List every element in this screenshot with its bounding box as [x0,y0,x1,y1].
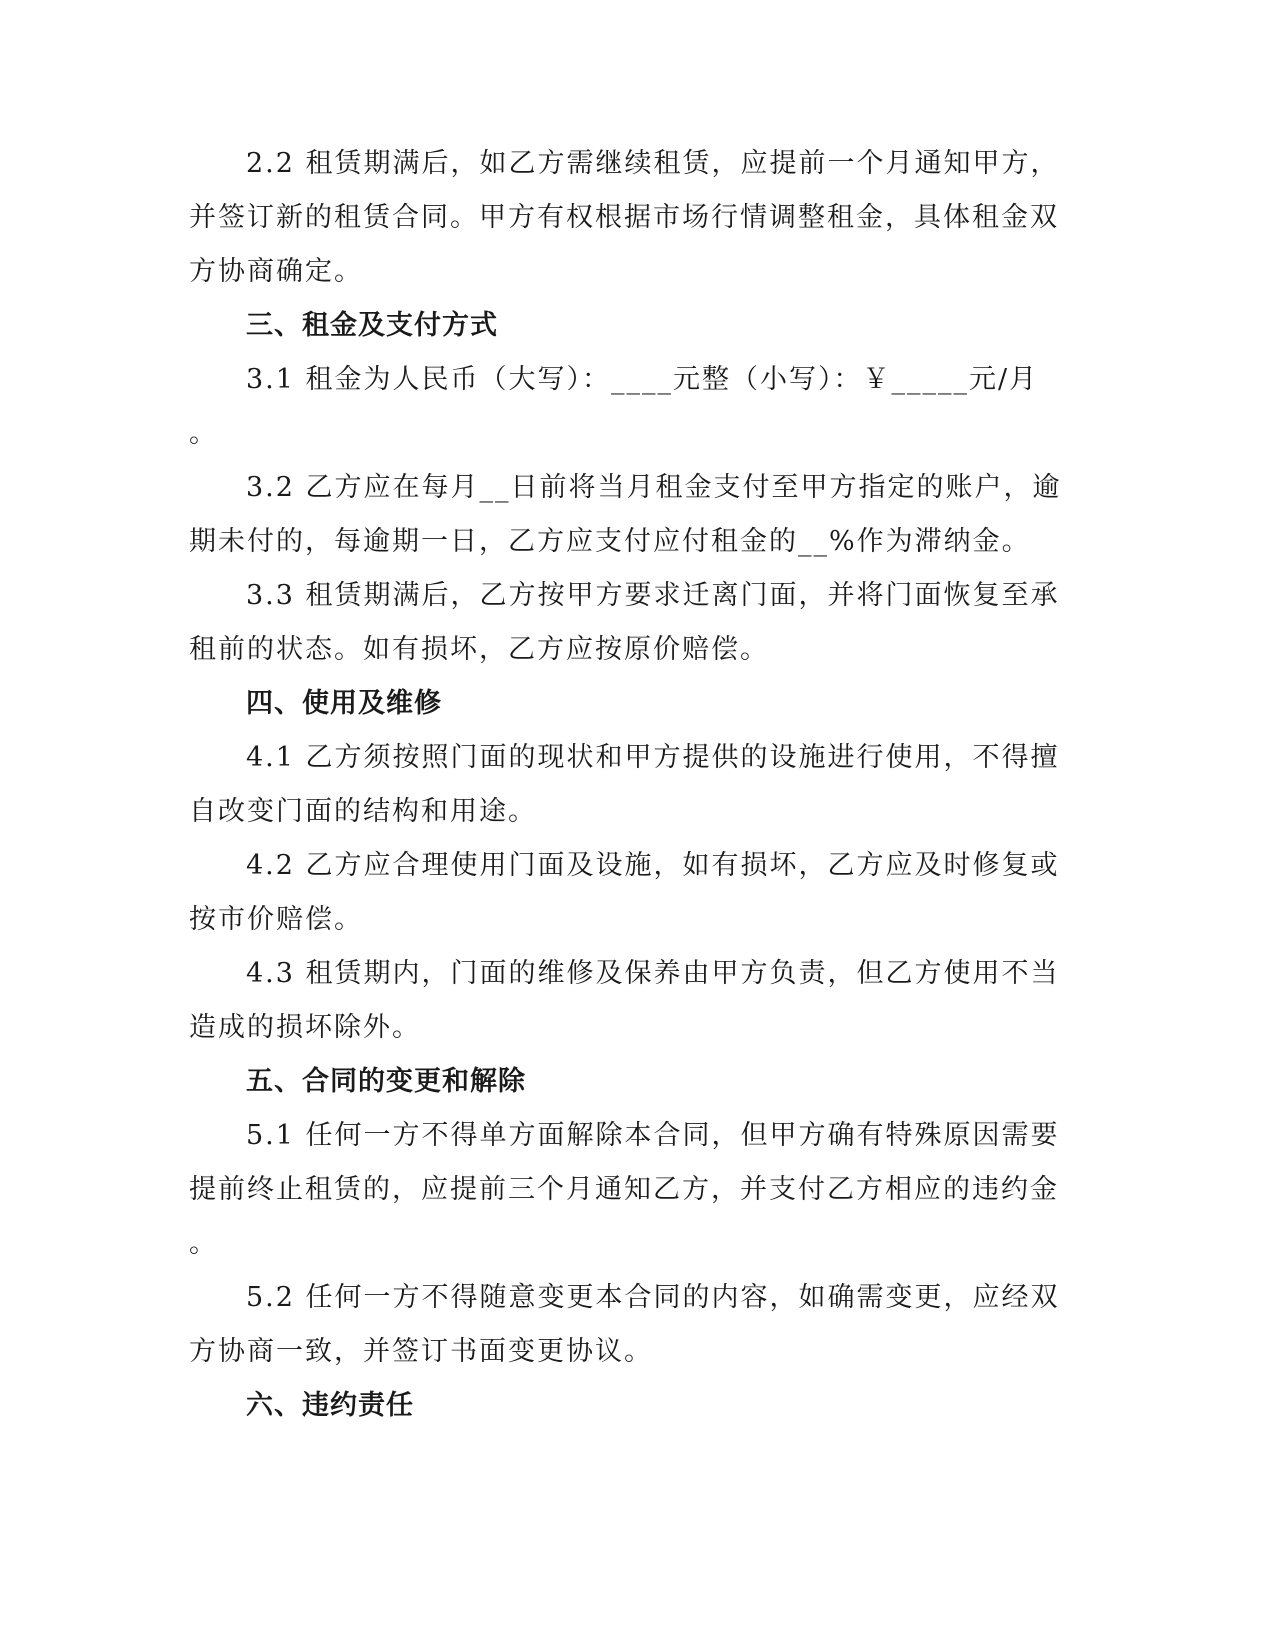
clause-2-2-line-1: 2.2 租赁期满后，如乙方需继续租赁，应提前一个月通知甲方， [246,148,1060,179]
clause-3-1-line-1: 3.1 租金为人民币（大写）：____元整（小写）：￥_____元/月 [246,364,1039,395]
clause-3-2-line-1: 3.2 乙方应在每月__日前将当月租金支付至甲方指定的账户，逾 [246,472,1062,503]
clause-4-2-line-1: 4.2 乙方应合理使用门面及设施，如有损坏，乙方应及时修复或 [246,850,1060,881]
clause-3-3-line-1: 3.3 租赁期满后，乙方按甲方要求迁离门面，并将门面恢复至承 [246,580,1060,611]
clause-4-1-line-1: 4.1 乙方须按照门面的现状和甲方提供的设施进行使用，不得擅 [246,742,1060,773]
clause-3-1-line-2: 。 [189,418,218,449]
clause-2-2-line-2: 并签订新的租赁合同。甲方有权根据市场行情调整租金，具体租金双 [189,202,1059,233]
clause-5-1-line-3: 。 [189,1228,218,1259]
clause-3-3-line-2: 租前的状态。如有损坏，乙方应按原价赔偿。 [189,634,769,665]
clause-4-3-line-2: 造成的损坏除外。 [189,1012,421,1043]
clause-4-2-line-2: 按市价赔偿。 [189,904,363,935]
clause-5-2-line-1: 5.2 任何一方不得随意变更本合同的内容，如确需变更，应经双 [246,1282,1060,1313]
section-4-heading: 四、使用及维修 [246,688,442,719]
section-5-heading: 五、合同的变更和解除 [246,1066,526,1097]
clause-4-1-line-2: 自改变门面的结构和用途。 [189,796,537,827]
clause-5-1-line-2: 提前终止租赁的，应提前三个月通知乙方，并支付乙方相应的违约金 [189,1174,1059,1205]
section-3-heading: 三、租金及支付方式 [246,310,498,341]
section-6-heading: 六、违约责任 [246,1390,414,1421]
clause-3-2-line-2: 期未付的，每逾期一日，乙方应支付应付租金的__%作为滞纳金。 [189,526,1031,557]
clause-5-2-line-2: 方协商一致，并签订书面变更协议。 [189,1336,653,1367]
clause-5-1-line-1: 5.1 任何一方不得单方面解除本合同，但甲方确有特殊原因需要 [246,1120,1060,1151]
clause-2-2-line-3: 方协商确定。 [189,256,363,287]
clause-4-3-line-1: 4.3 租赁期内，门面的维修及保养由甲方负责，但乙方使用不当 [246,958,1060,989]
